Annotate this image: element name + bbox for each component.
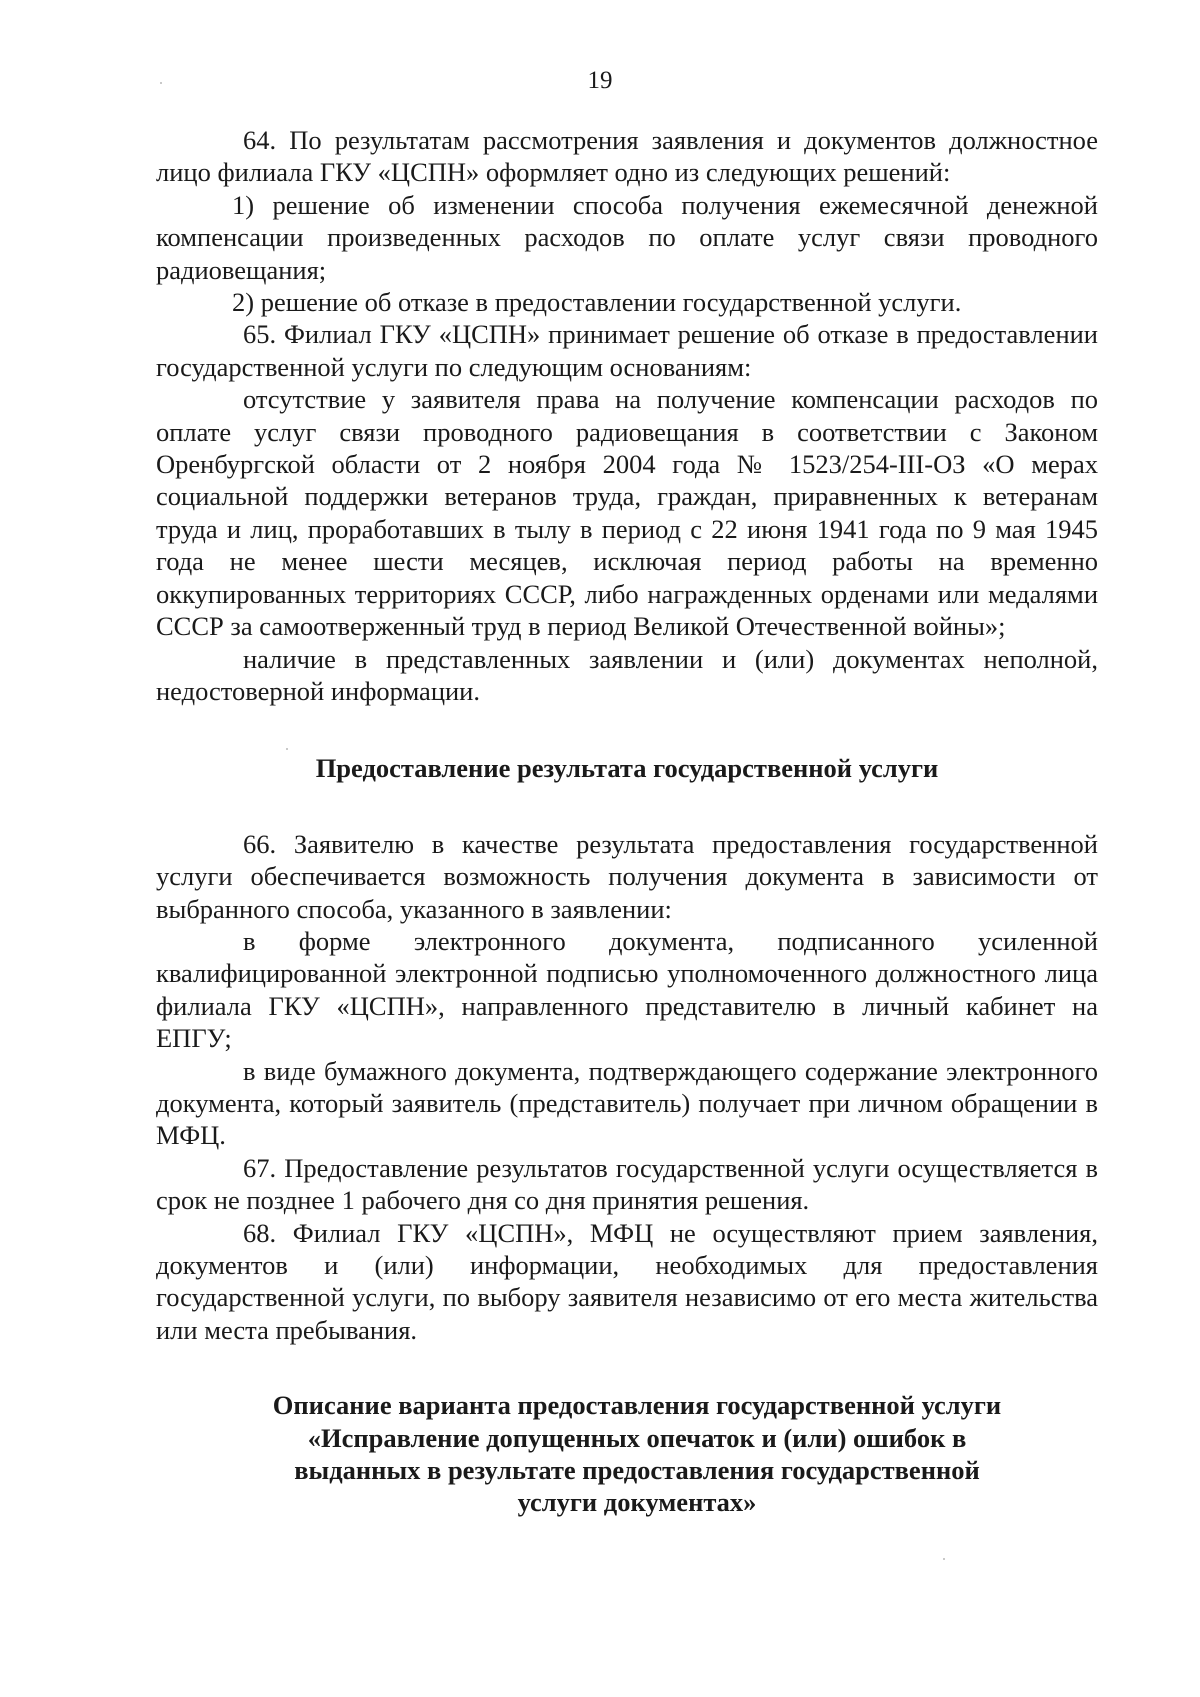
scan-speck [943,1558,945,1560]
section-heading-variant-line: Описание варианта предоставления государственной услуги [272,1390,1002,1421]
section-heading-variant-line: «Исправление допущенных опечаток и (или) ошибок в [307,1422,967,1453]
section-heading-variant-line: услуги документах» [517,1487,757,1518]
result-option-electronic: в форме электронного документа, подписанного усиленной квалифицированной электронной подписью уполномоченного должностного лица филиала ГКУ «ЦСПН», направленного представителю в личный кабинет на ЕПГУ; [156,925,1098,1054]
section-heading-result: Предоставление результата государственной услуги [315,753,939,784]
result-option-paper: в виде бумажного документа, подтверждающего содержание электронного документа, который заявитель (представитель) получает при личном обращении в МФЦ. [156,1055,1098,1151]
scan-speck [160,82,162,84]
scan-speck [286,748,288,750]
paragraph-67: 67. Предоставление результатов государственной услуги осуществляется в срок не позднее 1 рабочего дня со дня принятия решения. [156,1152,1098,1216]
page-number: 19 [587,67,613,94]
paragraph-68: 68. Филиал ГКУ «ЦСПН», МФЦ не осуществляют прием заявления, документов и (или) информации, необходимых для предоставления государственной услуги, по выбору заявителя независимо от его места жительства или места пребывания. [156,1217,1098,1345]
section-heading-variant-line: выданных в результате предоставления государственной [294,1455,980,1486]
paragraph-66: 66. Заявителю в качестве результата предоставления государственной услуги обеспечивается возможность получения документа в зависимости от выбранного способа, указанного в заявлении: [156,828,1098,924]
refusal-ground-incomplete-info: наличие в представленных заявлении и (или) документах неполной, недостоверной информации. [156,643,1098,706]
document-body [156,124,1098,1519]
paragraph-64: 64. По результатам рассмотрения заявления и документов должностное лицо филиала ГКУ «ЦСПН» оформляет одно из следующих решений: [156,125,1098,188]
section-heading-variant [156,1389,1098,1519]
refusal-ground-no-right: отсутствие у заявителя права на получение компенсации расходов по оплате услуг связи проводного радиовещания в соответствии с Законом Оренбургской области от 2 ноября 2004 года № 1523/254-III-ОЗ «О мерах социальной поддержки ветеранов труда, граждан, приравненных к ветеранам труда и лиц, проработавших в тылу в период с 22 июня 1941 года по 9 мая 1945 года не менее шести месяцев, исключая период работы на временно оккупированных территориях СССР, либо награжденных орденами или медалями СССР за самоотверженный труд в период Великой Отечественной войны»; [156,384,1098,642]
paragraph-65: 65. Филиал ГКУ «ЦСПН» принимает решение об отказе в предоставлении государственной услуги по следующим основаниям: [156,319,1098,382]
list-item-decision-refusal: 2) решение об отказе в предоставлении государственной услуги. [232,287,962,318]
list-item-decision-change: 1) решение об изменении способа получения ежемесячной денежной компенсации произведенных расходов по оплате услуг связи проводного радиовещания; [156,189,1098,285]
